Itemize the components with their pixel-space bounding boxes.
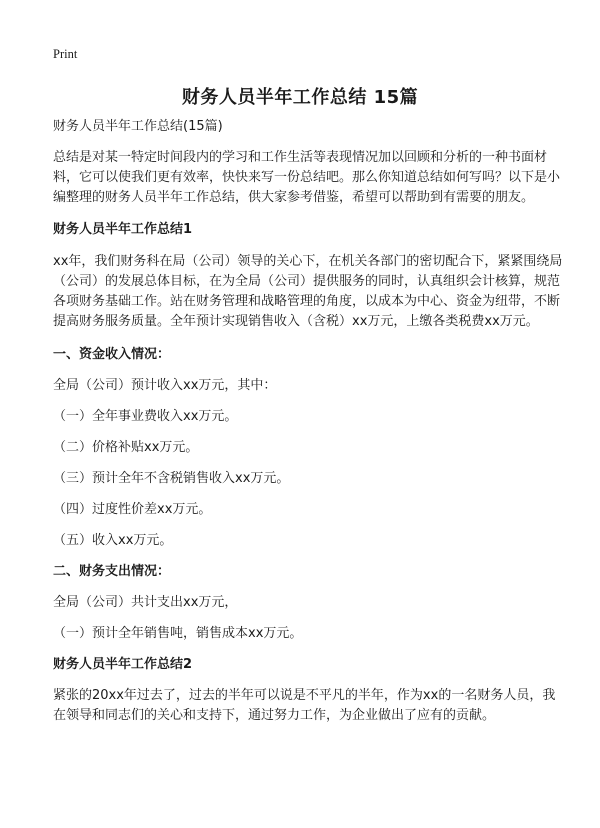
intro-paragraph: 总结是对某一特定时间段内的学习和工作生活等表现情况加以回顾和分析的一种书面材料，它可以使我们更有效率，快快来写一份总结吧。那么你知道总结如何写吗？以下是小编整理的财务人员半年工作总结，供大家参考借鉴，希望可以帮助到有需要的朋友。 xyxy=(53,150,561,205)
income-heading: 一、资金收入情况： xyxy=(53,347,171,362)
document-subtitle: 财务人员半年工作总结(15篇) xyxy=(53,119,223,134)
section-heading-1: 财务人员半年工作总结1 xyxy=(53,222,193,237)
expense-heading: 二、财务支出情况： xyxy=(53,564,171,579)
print-link[interactable]: Print xyxy=(53,47,78,61)
income-item: （五）收入xx万元。 xyxy=(53,533,173,548)
section-heading-2: 财务人员半年工作总结2 xyxy=(53,657,193,672)
page-title: 财务人员半年工作总结 15篇 xyxy=(181,87,419,108)
income-item: （三）预计全年不含税销售收入xx万元。 xyxy=(53,471,290,486)
section-1-paragraph: xx年，我们财务科在局（公司）领导的关心下，在机关各部门的密切配合下，紧紧围绕局（公司）的发展总体目标，在为全局（公司）提供服务的同时，认真组织会计核算，规范各项财务基础工作。站在财务管理和战略管理的角度，以成本为中心、资金为纽带，不断提高财务服务质量。全年预计实现销售收入（含税）xx万元，上缴各类税费xx万元。 xyxy=(53,254,563,329)
income-item: （四）过度性价差xx万元。 xyxy=(53,502,212,517)
expense-lead: 全局（公司）共计支出xx万元， xyxy=(53,595,238,610)
document-body xyxy=(53,117,563,739)
expense-item: （一）预计全年销售吨，销售成本xx万元。 xyxy=(53,626,303,641)
income-lead: 全局（公司）预计收入xx万元，其中： xyxy=(53,378,277,393)
income-item: （一）全年事业费收入xx万元。 xyxy=(53,409,238,424)
section-2-paragraph: 紧张的20xx年过去了，过去的半年可以说是不平凡的半年，作为xx的一名财务人员，我在领导和同志们的关心和支持下，通过努力工作，为企业做出了应有的贡献。 xyxy=(53,688,556,723)
income-item: （二）价格补贴xx万元。 xyxy=(53,440,199,455)
